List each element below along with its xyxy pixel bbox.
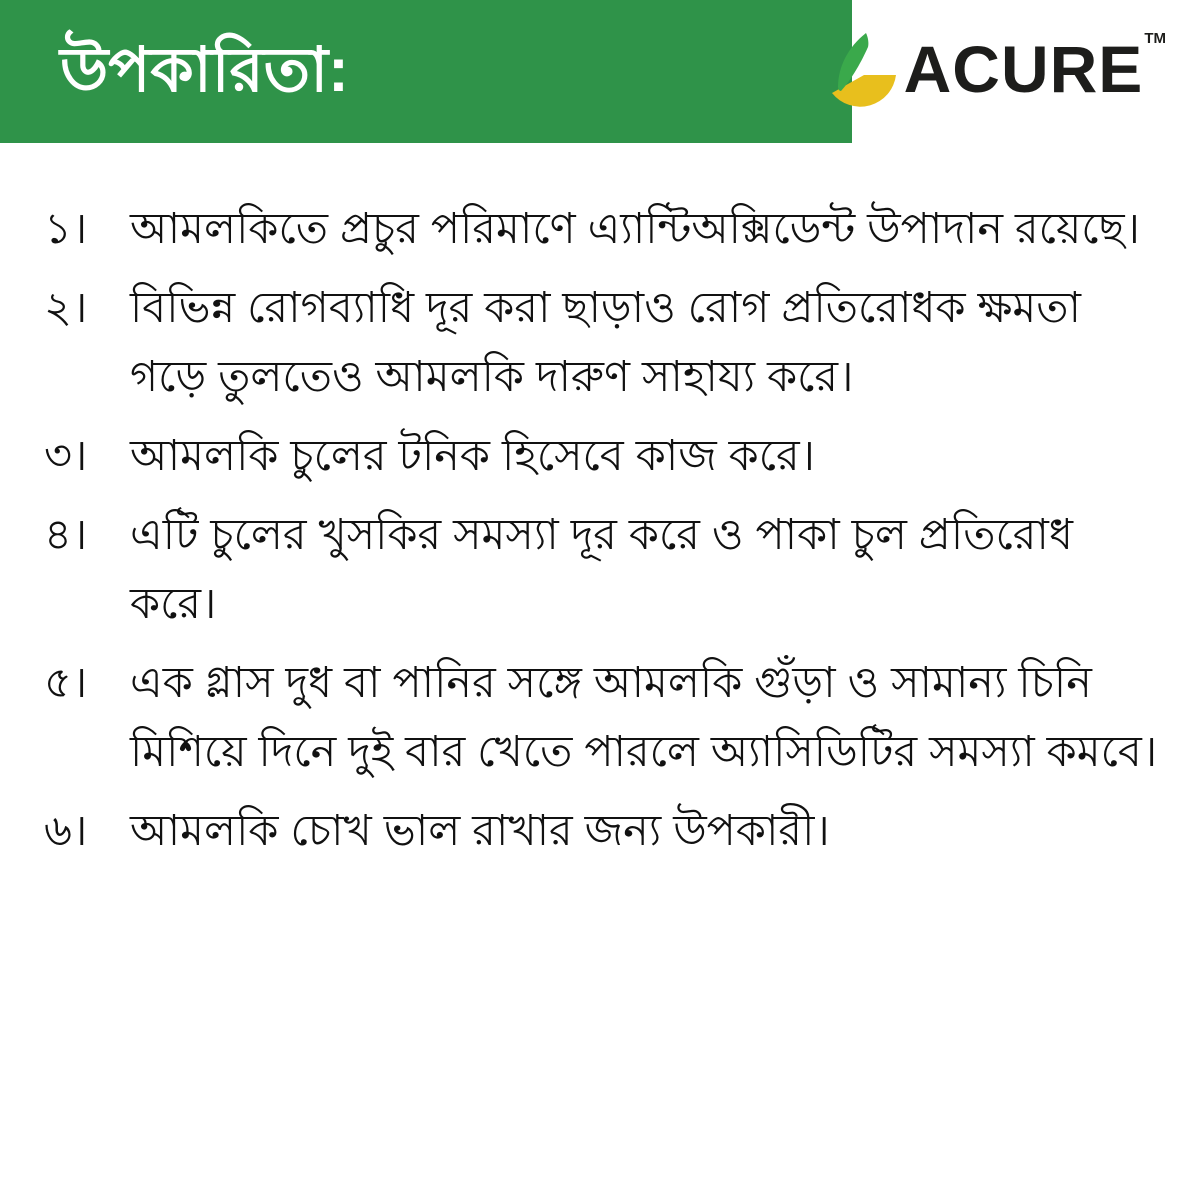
list-item	[44, 649, 1160, 787]
list-item-text: আমলকি চুলের টনিক হিসেবে কাজ করে।	[130, 432, 816, 480]
header	[0, 0, 1200, 143]
acure-logo	[826, 26, 1166, 112]
trademark-symbol: TM	[1144, 30, 1166, 47]
list-item	[44, 797, 1160, 866]
list-item-text: বিভিন্ন রোগব্যাধি দূর করা ছাড়াও রোগ প্রতিরোধক ক্ষমতা গড়ে তুলতেও আমলকি দারুণ সাহায্য করে।	[130, 284, 1082, 401]
logo-wordmark: ACURE	[903, 32, 1144, 106]
list-item	[44, 195, 1160, 264]
page-title: উপকারিতা:	[60, 36, 349, 105]
list-item	[44, 501, 1160, 639]
list-item-text: এক গ্লাস দুধ বা পানির সঙ্গে আমলকি গুঁড়া ও সামান্য চিনি মিশিয়ে দিনে দুই বার খেতে পারলে অ্যাসিডিটির সমস্যা কমবে।	[130, 659, 1158, 776]
list-item	[44, 274, 1160, 412]
list-item	[44, 422, 1160, 491]
benefits-list	[44, 195, 1160, 866]
list-item-text: আমলকি চোখ ভাল রাখার জন্য উপকারী।	[130, 807, 830, 855]
list-item-number: ৪।	[44, 511, 88, 559]
list-item-text: এটি চুলের খুসকির সমস্যা দূর করে ও পাকা চুল প্রতিরোধ করে।	[130, 511, 1073, 628]
acure-leaf-icon	[826, 31, 902, 107]
list-item-number: ২।	[44, 284, 88, 332]
benefits-content	[0, 143, 1200, 866]
list-item-number: ৬।	[44, 807, 88, 855]
list-item-number: ৩।	[44, 432, 88, 480]
list-item-number: ৫।	[44, 659, 88, 707]
list-item-number: ১।	[44, 205, 88, 253]
list-item-text: আমলকিতে প্রচুর পরিমাণে এ্যান্টিঅক্সিডেন্ট উপাদান রয়েছে।	[130, 205, 1140, 253]
